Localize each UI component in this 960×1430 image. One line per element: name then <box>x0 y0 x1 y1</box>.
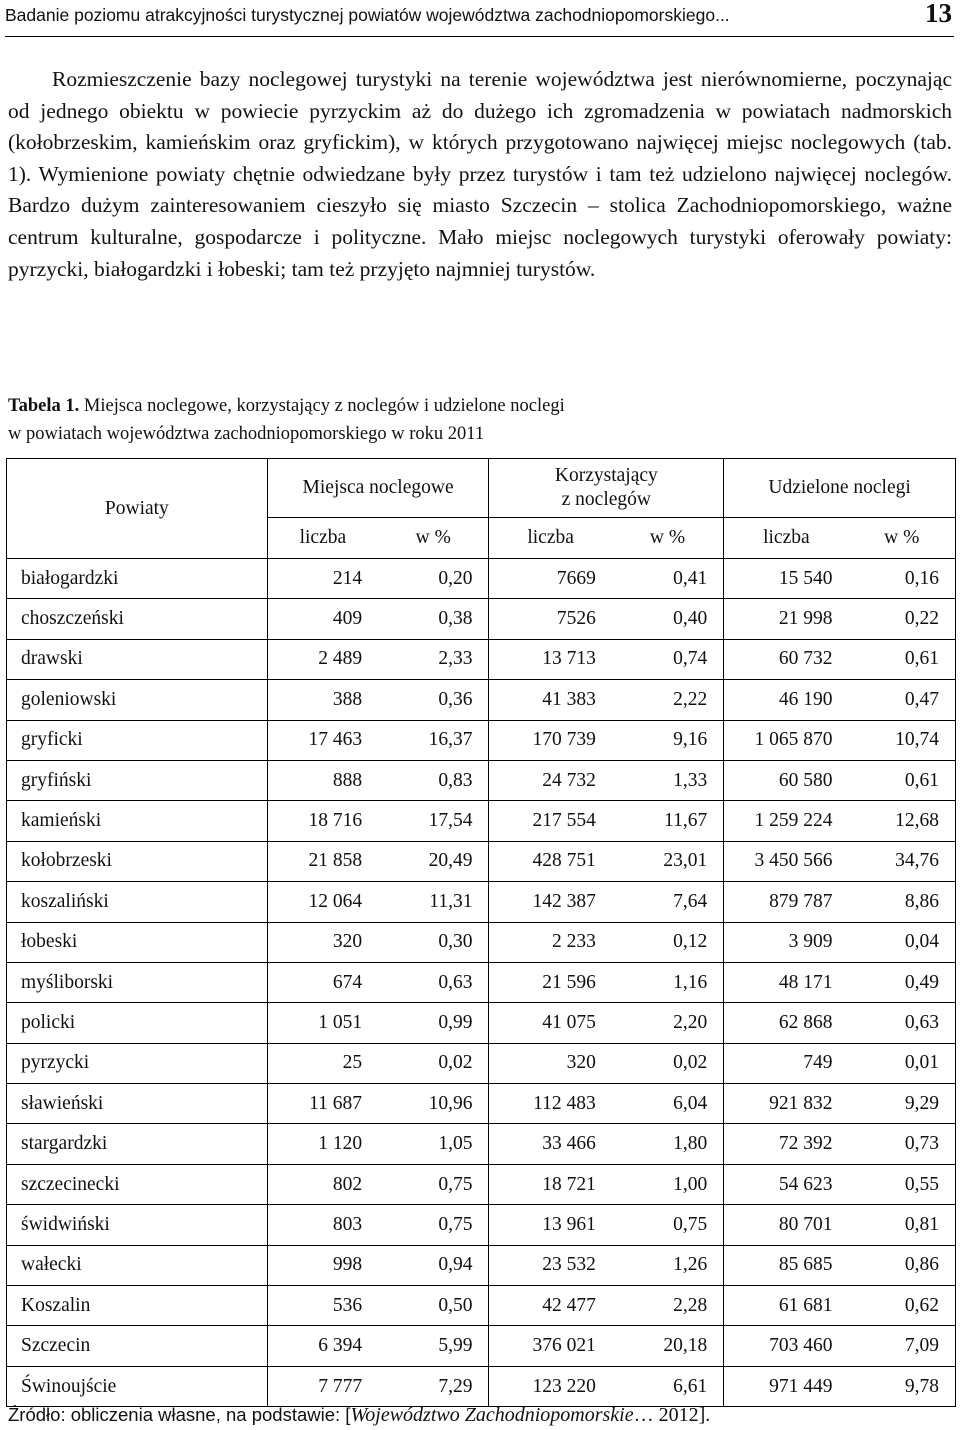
table-caption <box>8 392 565 448</box>
cell-powiat: białogardzki <box>7 559 268 599</box>
cell-percent: 2,28 <box>612 1286 724 1326</box>
cell-percent: 6,61 <box>612 1366 724 1406</box>
cell-powiat: szczecinecki <box>7 1164 268 1204</box>
cell-percent: 0,40 <box>612 599 724 639</box>
table-row <box>7 1164 956 1204</box>
cell-powiat: świdwiński <box>7 1205 268 1245</box>
cell-percent: 11,31 <box>378 882 489 922</box>
cell-count: 170 739 <box>489 720 612 760</box>
cell-percent: 0,94 <box>378 1245 489 1285</box>
cell-count: 21 596 <box>489 962 612 1002</box>
cell-percent: 34,76 <box>849 841 956 881</box>
cell-count: 80 701 <box>724 1205 849 1245</box>
cell-count: 17 463 <box>267 720 378 760</box>
cell-count: 217 554 <box>489 801 612 841</box>
cell-count: 214 <box>267 559 378 599</box>
cell-count: 1 120 <box>267 1124 378 1164</box>
cell-powiat: wałecki <box>7 1245 268 1285</box>
cell-percent: 1,33 <box>612 760 724 800</box>
cell-count: 61 681 <box>724 1286 849 1326</box>
cell-powiat: policki <box>7 1003 268 1043</box>
cell-percent: 10,74 <box>849 720 956 760</box>
cell-percent: 0,61 <box>849 760 956 800</box>
source-suffix: … 2012]. <box>633 1404 711 1426</box>
table-row <box>7 559 956 599</box>
cell-percent: 1,16 <box>612 962 724 1002</box>
cell-count: 12 064 <box>267 882 378 922</box>
cell-count: 409 <box>267 599 378 639</box>
cell-percent: 1,26 <box>612 1245 724 1285</box>
cell-count: 33 466 <box>489 1124 612 1164</box>
page-number: 13 <box>925 0 952 28</box>
cell-percent: 0,86 <box>849 1245 956 1285</box>
cell-count: 21 998 <box>724 599 849 639</box>
table-row <box>7 680 956 720</box>
cell-powiat: łobeski <box>7 922 268 962</box>
cell-count: 72 392 <box>724 1124 849 1164</box>
body-paragraph <box>8 64 952 285</box>
table-row <box>7 760 956 800</box>
table-row <box>7 1084 956 1124</box>
cell-percent: 0,83 <box>378 760 489 800</box>
cell-percent: 0,01 <box>849 1043 956 1083</box>
cell-percent: 10,96 <box>378 1084 489 1124</box>
cell-count: 674 <box>267 962 378 1002</box>
cell-percent: 16,37 <box>378 720 489 760</box>
cell-count: 2 233 <box>489 922 612 962</box>
subheader-liczba: liczba <box>267 518 378 559</box>
cell-count: 1 259 224 <box>724 801 849 841</box>
cell-percent: 0,62 <box>849 1286 956 1326</box>
cell-count: 60 580 <box>724 760 849 800</box>
table-row <box>7 882 956 922</box>
cell-count: 18 716 <box>267 801 378 841</box>
cell-count: 24 732 <box>489 760 612 800</box>
cell-percent: 0,16 <box>849 559 956 599</box>
cell-powiat: kołobrzeski <box>7 841 268 881</box>
cell-count: 749 <box>724 1043 849 1083</box>
cell-count: 388 <box>267 680 378 720</box>
cell-percent: 0,75 <box>612 1205 724 1245</box>
cell-percent: 0,20 <box>378 559 489 599</box>
cell-powiat: Koszalin <box>7 1286 268 1326</box>
cell-count: 803 <box>267 1205 378 1245</box>
cell-percent: 0,81 <box>849 1205 956 1245</box>
cell-percent: 1,05 <box>378 1124 489 1164</box>
cell-count: 320 <box>267 922 378 962</box>
cell-count: 62 868 <box>724 1003 849 1043</box>
cell-percent: 17,54 <box>378 801 489 841</box>
cell-powiat: choszczeński <box>7 599 268 639</box>
cell-count: 41 383 <box>489 680 612 720</box>
cell-percent: 0,41 <box>612 559 724 599</box>
cell-percent: 11,67 <box>612 801 724 841</box>
cell-percent: 0,73 <box>849 1124 956 1164</box>
table-row <box>7 720 956 760</box>
cell-count: 13 961 <box>489 1205 612 1245</box>
cell-percent: 0,55 <box>849 1164 956 1204</box>
cell-count: 1 065 870 <box>724 720 849 760</box>
cell-count: 7526 <box>489 599 612 639</box>
cell-percent: 0,04 <box>849 922 956 962</box>
cell-count: 41 075 <box>489 1003 612 1043</box>
cell-percent: 0,74 <box>612 639 724 679</box>
running-header <box>5 0 954 37</box>
cell-count: 428 751 <box>489 841 612 881</box>
cell-powiat: stargardzki <box>7 1124 268 1164</box>
table-row <box>7 599 956 639</box>
table-row <box>7 922 956 962</box>
cell-percent: 12,68 <box>849 801 956 841</box>
cell-percent: 2,33 <box>378 639 489 679</box>
cell-powiat: drawski <box>7 639 268 679</box>
subheader-pct: w % <box>378 518 489 559</box>
cell-powiat: kamieński <box>7 801 268 841</box>
header-korzystajacy <box>489 459 724 518</box>
cell-percent: 8,86 <box>849 882 956 922</box>
cell-count: 1 051 <box>267 1003 378 1043</box>
cell-percent: 7,09 <box>849 1326 956 1366</box>
cell-percent: 0,12 <box>612 922 724 962</box>
cell-percent: 0,61 <box>849 639 956 679</box>
cell-count: 21 858 <box>267 841 378 881</box>
cell-percent: 0,22 <box>849 599 956 639</box>
table-row <box>7 1043 956 1083</box>
cell-powiat: Szczecin <box>7 1326 268 1366</box>
cell-percent: 2,22 <box>612 680 724 720</box>
caption-line1: Miejsca noclegowe, korzystający z noclegów i udzielone noclegi <box>79 396 565 416</box>
cell-percent: 7,29 <box>378 1366 489 1406</box>
cell-percent: 0,63 <box>378 962 489 1002</box>
subheader-pct: w % <box>849 518 956 559</box>
cell-count: 7 777 <box>267 1366 378 1406</box>
cell-percent: 0,36 <box>378 680 489 720</box>
cell-powiat: sławieński <box>7 1084 268 1124</box>
cell-count: 54 623 <box>724 1164 849 1204</box>
paragraph-text: Rozmieszczenie bazy noclegowej turystyki na terenie województwa jest nierównomierne, poczynając od jednego obiektu w powiecie pyrzyckim aż do dużego ich zgromadzenia w powiatach nadmorskich (kołobrzeskim, kamieńskim oraz gryfickim), w których przygotowano najwięcej miejsc noclegowych (tab. 1). Wymienione powiaty chętnie odwiedzane były przez turystów i tam też udzielono najwięcej noclegów. Bardzo dużym zainteresowaniem cieszyło się miasto Szczecin – stolica Zachodniopomorskiego, ważne centrum kulturalne, gospodarcze i polityczne. Mało miejsc noclegowych turystyki oferowały powiaty: pyrzycki, białogardzki i łobeski; tam też przyjęto najmniej turystów. <box>8 67 952 281</box>
table-row <box>7 1326 956 1366</box>
cell-powiat: koszaliński <box>7 882 268 922</box>
cell-percent: 0,99 <box>378 1003 489 1043</box>
cell-count: 23 532 <box>489 1245 612 1285</box>
cell-count: 998 <box>267 1245 378 1285</box>
source-prefix: Źródło: obliczenia własne, na podstawie: [ <box>8 1404 351 1425</box>
cell-percent: 0,30 <box>378 922 489 962</box>
header-miejsca-noclegowe: Miejsca noclegowe <box>267 459 489 518</box>
cell-count: 802 <box>267 1164 378 1204</box>
cell-count: 536 <box>267 1286 378 1326</box>
cell-count: 42 477 <box>489 1286 612 1326</box>
source-note <box>8 1404 710 1427</box>
cell-count: 879 787 <box>724 882 849 922</box>
header-udzielone-noclegi: Udzielone noclegi <box>724 459 956 518</box>
cell-count: 7669 <box>489 559 612 599</box>
cell-powiat: pyrzycki <box>7 1043 268 1083</box>
cell-percent: 6,04 <box>612 1084 724 1124</box>
cell-count: 3 909 <box>724 922 849 962</box>
cell-percent: 0,38 <box>378 599 489 639</box>
table-row <box>7 841 956 881</box>
subheader-pct: w % <box>612 518 724 559</box>
caption-line2: w powiatach województwa zachodniopomorskiego w roku 2011 <box>8 424 485 444</box>
cell-powiat: gryfiński <box>7 760 268 800</box>
cell-percent: 20,49 <box>378 841 489 881</box>
header-korzystajacy-line1: Korzystający <box>554 465 658 486</box>
cell-count: 888 <box>267 760 378 800</box>
source-title: Województwo Zachodniopomorskie <box>350 1404 634 1426</box>
cell-percent: 7,64 <box>612 882 724 922</box>
cell-count: 6 394 <box>267 1326 378 1366</box>
header-korzystajacy-line2: z noclegów <box>561 489 651 510</box>
table-row <box>7 1366 956 1406</box>
cell-percent: 9,29 <box>849 1084 956 1124</box>
cell-count: 25 <box>267 1043 378 1083</box>
header-title: Badanie poziomu atrakcyjności turystycznej powiatów województwa zachodniopomorskiego... <box>5 5 730 25</box>
subheader-liczba: liczba <box>489 518 612 559</box>
cell-count: 3 450 566 <box>724 841 849 881</box>
cell-count: 703 460 <box>724 1326 849 1366</box>
cell-percent: 0,75 <box>378 1164 489 1204</box>
table-body <box>7 559 956 1407</box>
table-row <box>7 1286 956 1326</box>
table-row <box>7 639 956 679</box>
cell-percent: 0,47 <box>849 680 956 720</box>
cell-percent: 9,78 <box>849 1366 956 1406</box>
cell-percent: 1,80 <box>612 1124 724 1164</box>
header-powiaty: Powiaty <box>7 459 268 559</box>
cell-percent: 0,63 <box>849 1003 956 1043</box>
table-row <box>7 1245 956 1285</box>
cell-percent: 0,49 <box>849 962 956 1002</box>
cell-count: 971 449 <box>724 1366 849 1406</box>
cell-percent: 9,16 <box>612 720 724 760</box>
cell-percent: 23,01 <box>612 841 724 881</box>
cell-percent: 0,02 <box>378 1043 489 1083</box>
table-row <box>7 1205 956 1245</box>
cell-percent: 0,50 <box>378 1286 489 1326</box>
table-row <box>7 1124 956 1164</box>
subheader-liczba: liczba <box>724 518 849 559</box>
cell-count: 13 713 <box>489 639 612 679</box>
caption-label: Tabela 1. <box>8 396 80 416</box>
cell-percent: 1,00 <box>612 1164 724 1204</box>
cell-count: 48 171 <box>724 962 849 1002</box>
table-row <box>7 801 956 841</box>
cell-powiat: Świnoujście <box>7 1366 268 1406</box>
cell-count: 46 190 <box>724 680 849 720</box>
table-row <box>7 962 956 1002</box>
cell-count: 112 483 <box>489 1084 612 1124</box>
cell-powiat: gryficki <box>7 720 268 760</box>
cell-count: 2 489 <box>267 639 378 679</box>
cell-count: 11 687 <box>267 1084 378 1124</box>
cell-powiat: myśliborski <box>7 962 268 1002</box>
cell-percent: 2,20 <box>612 1003 724 1043</box>
cell-count: 142 387 <box>489 882 612 922</box>
cell-count: 18 721 <box>489 1164 612 1204</box>
table-row <box>7 1003 956 1043</box>
cell-count: 376 021 <box>489 1326 612 1366</box>
cell-count: 60 732 <box>724 639 849 679</box>
cell-percent: 0,02 <box>612 1043 724 1083</box>
cell-count: 921 832 <box>724 1084 849 1124</box>
cell-count: 15 540 <box>724 559 849 599</box>
cell-percent: 5,99 <box>378 1326 489 1366</box>
cell-count: 320 <box>489 1043 612 1083</box>
cell-powiat: goleniowski <box>7 680 268 720</box>
cell-percent: 0,75 <box>378 1205 489 1245</box>
data-table <box>6 458 956 1407</box>
cell-percent: 20,18 <box>612 1326 724 1366</box>
cell-count: 85 685 <box>724 1245 849 1285</box>
cell-count: 123 220 <box>489 1366 612 1406</box>
